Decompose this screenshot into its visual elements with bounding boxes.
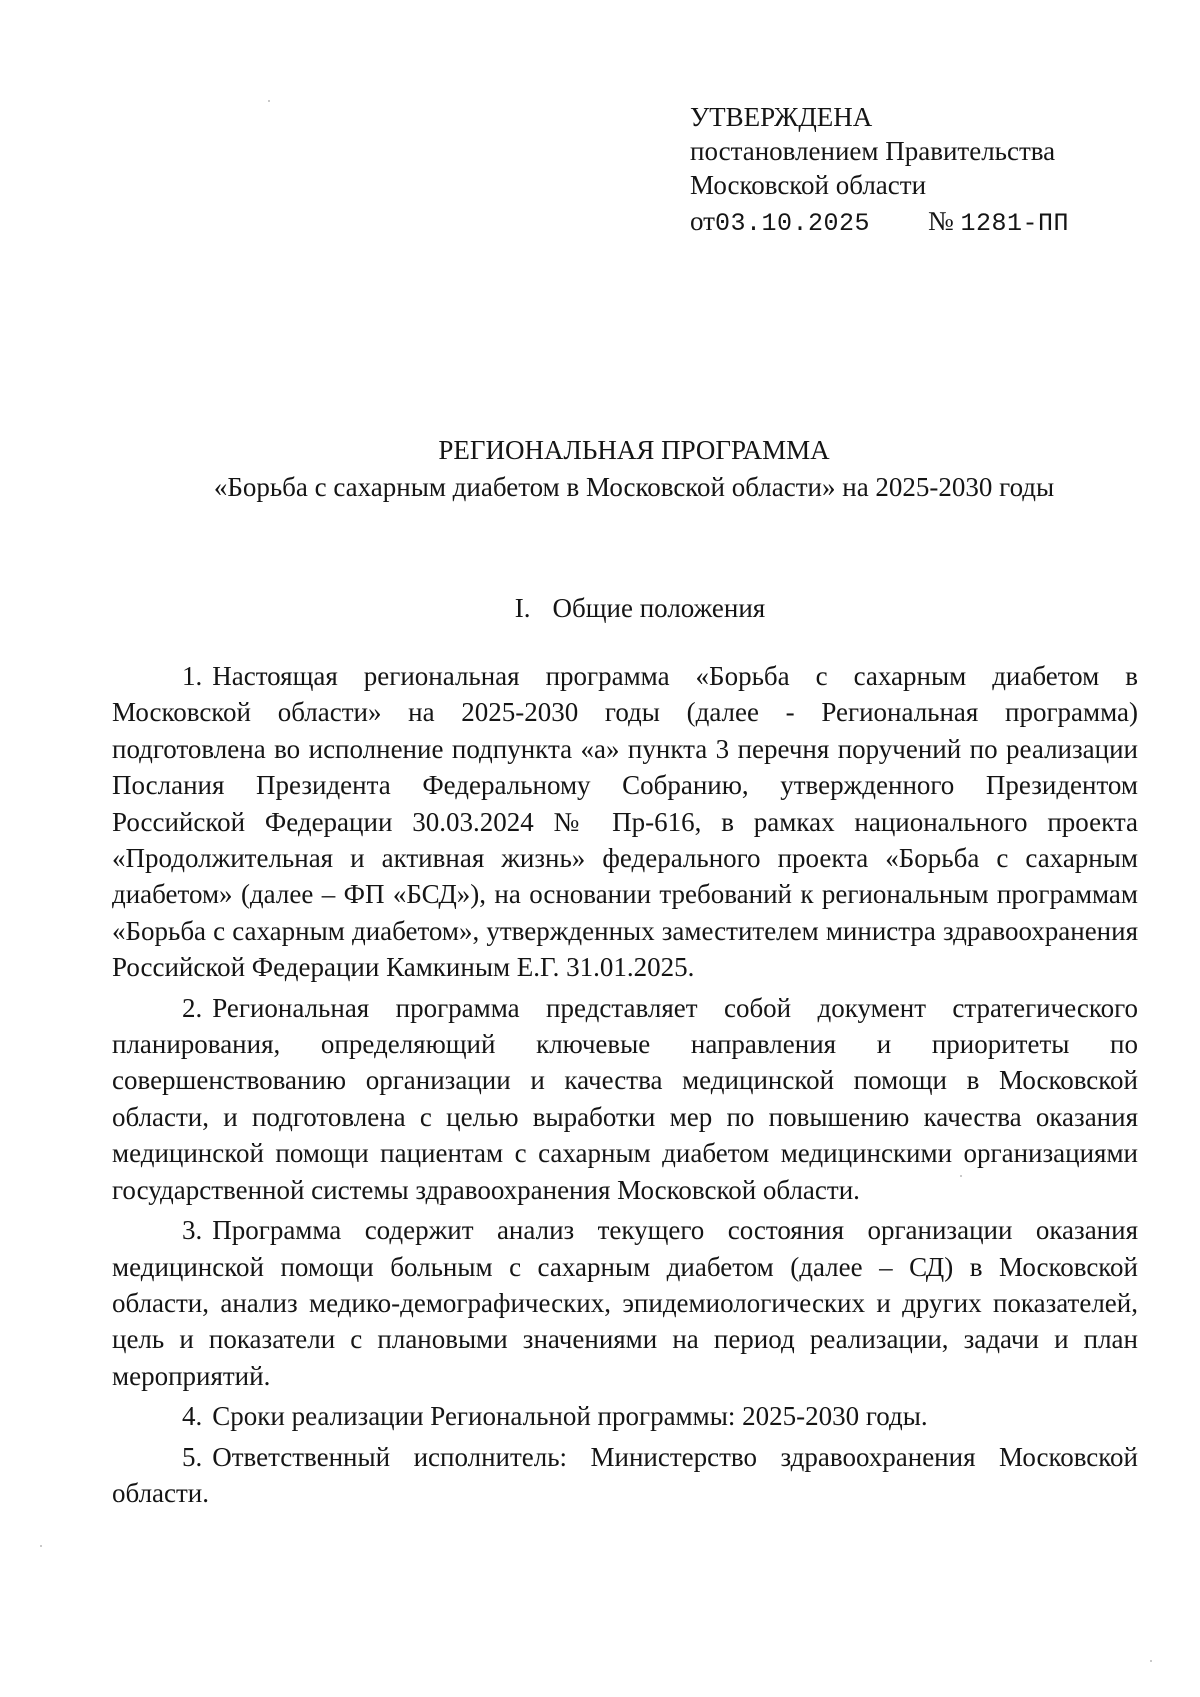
paragraph-number: 2. [182, 992, 203, 1023]
section-number: I. [514, 593, 531, 623]
scan-speck [1150, 1660, 1152, 1662]
paragraph-text: Ответственный исполнитель: Министерство здравоохранения Московской области. [112, 1441, 1138, 1508]
document-body [112, 658, 1138, 1515]
paragraph-5 [112, 1439, 1138, 1512]
approval-date-number-line [690, 204, 1110, 241]
program-subtitle: «Борьба с сахарным диабетом в Московской области» на 2025-2030 годы [213, 472, 1055, 502]
paragraph-2 [112, 990, 1138, 1208]
paragraph-text: Сроки реализации Региональной программы: 2025-2030 годы. [212, 1401, 928, 1432]
paragraph-4 [112, 1398, 1138, 1434]
approval-block [690, 100, 1110, 241]
scan-speck [268, 100, 270, 102]
program-title: РЕГИОНАЛЬНАЯ ПРОГРАММА [438, 435, 830, 465]
paragraph-number: 5. [182, 1441, 203, 1472]
paragraph-number: 4. [182, 1401, 203, 1432]
paragraph-text: Региональная программа представляет собой документ стратегического планирования, определяющий ключевые направления и приоритеты по совершенствованию организации и качества медицинской помощи в Московской области, и подготовлена с целью выработки мер по повышению качества оказания медицинской помощи пациентам с сахарным диабетом медицинскими организациями государственной системы здравоохранения Московской области. [112, 992, 1138, 1205]
approval-number-sign: № [927, 206, 954, 236]
section-title: Общие положения [552, 593, 766, 623]
paragraph-3 [112, 1212, 1138, 1394]
paragraph-number: 3. [182, 1215, 203, 1246]
approval-heading: УТВЕРЖДЕНА [690, 102, 873, 132]
approval-region-line: Московской области [690, 170, 927, 200]
paragraph-number: 1. [182, 661, 203, 691]
paragraph-text: Программа содержит анализ текущего состояния организации оказания медицинской помощи больным с сахарным диабетом (далее – СД) в Московской области, анализ медико-демографических, эпидемиологических и других показателей, цель и показатели с плановыми значениями на период реализации, задачи и план мероприятий. [112, 1215, 1138, 1391]
scan-speck [960, 1175, 962, 1177]
approval-issuer-line: постановлением Правительства [690, 136, 1056, 166]
approval-date: 03.10.2025 [714, 209, 870, 238]
scan-speck [40, 1545, 42, 1547]
paragraph-text: Настоящая региональная программа «Борьба с сахарным диабетом в Московской области» на 2025-2030 годы (далее - Региональная программа) подготовлена во исполнение подпункта «а» пункта 3 перечня поручений по реализации Послания Президента Федеральному Собранию, утвержденного Президентом Российской Федерации 30.03.2024 № Пр-616, в рамках национального проекта «Продолжительная и активная жизнь» федерального проекта «Борьба с сахарным диабетом» (далее – ФП «БСД»), на основании требований к региональным программам «Борьба с сахарным диабетом», утвержденных заместителем министра здравоохранения Российской Федерации Камкиным Е.Г. 31.01.2025. [112, 661, 1138, 983]
paragraph-1 [112, 658, 1138, 986]
section-heading [0, 590, 1200, 626]
approval-date-prefix: от [690, 206, 715, 236]
approval-number: 1281-ПП [960, 209, 1070, 238]
